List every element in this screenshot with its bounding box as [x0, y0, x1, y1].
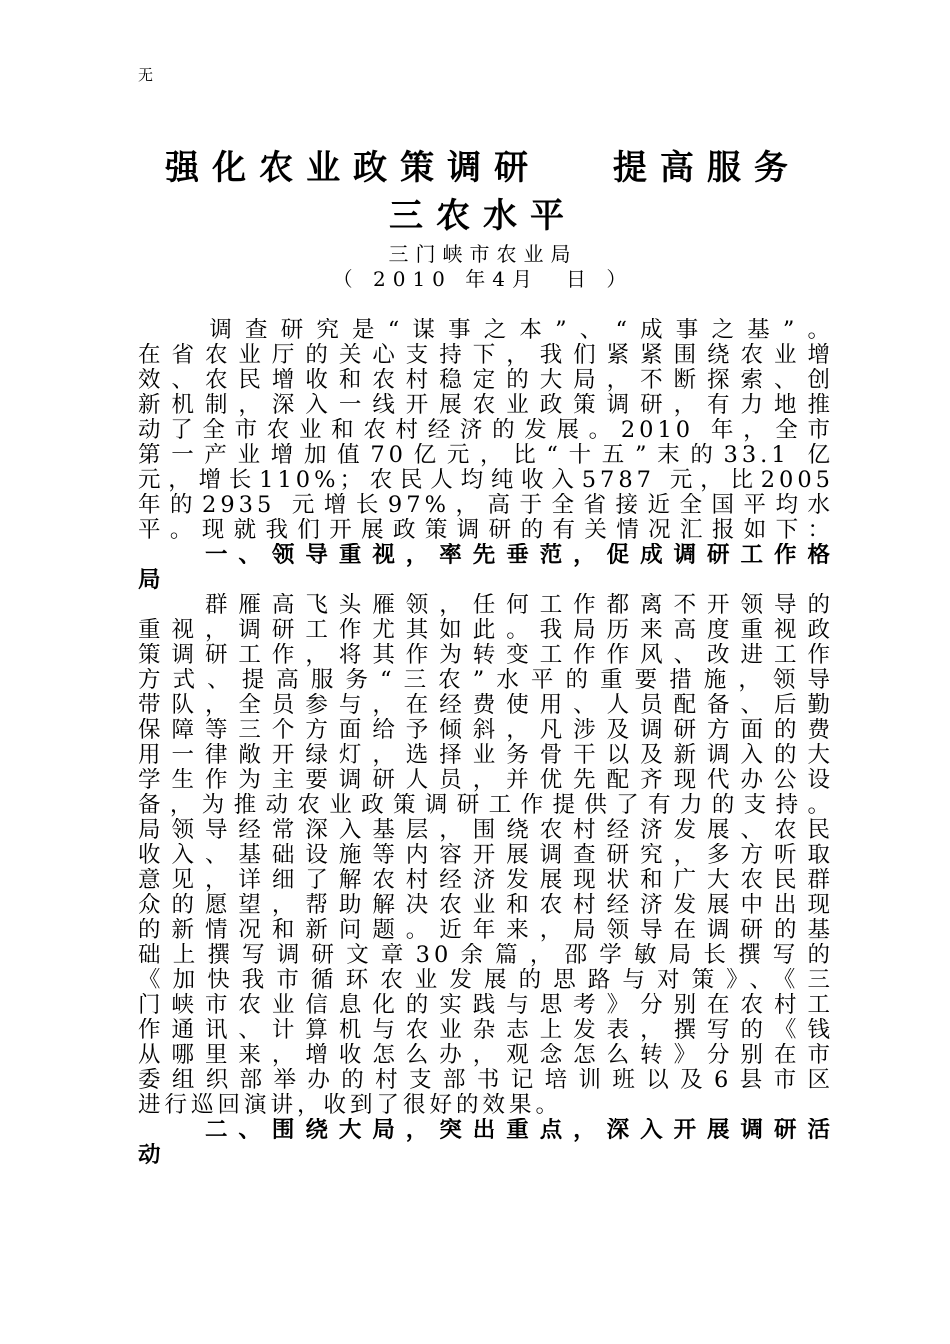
body-line: 门峡市农业信息化的实践与思考》分别在农村工: [138, 993, 834, 1018]
body-line: 效、农民增收和农村稳定的大局，不断探索、创: [138, 368, 834, 393]
document-date: （ 2010 年4月 日 ）: [332, 267, 634, 291]
body-line: 础上撰写调研文章30余篇，邵学敏局长撰写的: [138, 943, 834, 968]
body-line: 带队，全员参与，在经费使用、人员配备、后勤: [138, 693, 834, 718]
document-body: [138, 318, 834, 1168]
body-line: 新机制，深入一线开展农业政策调研，有力地推: [138, 393, 834, 418]
body-line: 重视，调研工作尤其如此。我局历来高度重视政: [138, 618, 834, 643]
body-line: 作通讯、计算机与农业杂志上发表，撰写的《钱: [138, 1018, 834, 1043]
body-line: 进行巡回演讲，收到了很好的效果。: [138, 1093, 563, 1118]
body-line: 策调研工作，将其作为转变工作作风、改进工作: [138, 643, 834, 668]
body-line: 元，增长110%；农民人均纯收入5787 元，比2005: [138, 468, 834, 493]
body-line: 委组织部举办的村支部书记培训班以及6县市区: [138, 1068, 834, 1093]
title-line-2: 三农水平: [389, 196, 577, 236]
body-line: 第一产业增加值70亿元，比“十五”末的33.1 亿: [138, 443, 834, 468]
author-organization: 三门峡市农业局: [388, 242, 578, 266]
body-line: 学生作为主要调研人员，并优先配齐现代办公设: [138, 768, 834, 793]
body-line: 方式、提高服务“三农”水平的重要措施，领导: [138, 668, 834, 693]
body-line: 收入、基础设施等内容开展调查研究，多方听取: [138, 843, 834, 868]
body-line: 从哪里来，增收怎么办，观念怎么转》分别在市: [138, 1043, 834, 1068]
title-line-1: 强化农业政策调研 提高服务: [165, 148, 801, 188]
body-line: 《加快我市循环农业发展的思路与对策》、《三: [138, 968, 834, 993]
body-line: 动了全市农业和农村经济的发展。2010 年，全市: [138, 418, 834, 443]
section-heading-1: 一、领导重视，率先垂范，促成调研工作格: [138, 543, 834, 568]
body-line: 调查研究是“谋事之本”、“成事之基”。: [138, 318, 834, 343]
body-line: 的新情况和新问题。近年来，局领导在调研的基: [138, 918, 834, 943]
header-mark: 无: [138, 66, 154, 84]
body-line: 局领导经常深入基层，围绕农村经济发展、农民: [138, 818, 834, 843]
body-line: 在省农业厅的关心支持下，我们紧紧围绕农业增: [138, 343, 834, 368]
section-heading-2: 二、围绕大局，突出重点，深入开展调研活: [138, 1118, 834, 1143]
body-line: 平。现就我们开展政策调研的有关情况汇报如下：: [138, 518, 834, 543]
body-line: 备，为推动农业政策调研工作提供了有力的支持。: [138, 793, 834, 818]
body-line: 用一律敞开绿灯，选择业务骨干以及新调入的大: [138, 743, 834, 768]
body-line: 保障等三个方面给予倾斜，凡涉及调研方面的费: [138, 718, 834, 743]
section-heading-1-cont: 局: [138, 568, 165, 593]
body-line: 年的2935 元增长97%，高于全省接近全国平均水: [138, 493, 834, 518]
body-line: 群雁高飞头雁领，任何工作都离不开领导的: [138, 593, 834, 618]
body-line: 众的愿望，帮助解决农业和农村经济发展中出现: [138, 893, 834, 918]
body-line: 意见，详细了解农村经济发展现状和广大农民群: [138, 868, 834, 893]
section-heading-2-cont: 动: [138, 1143, 165, 1168]
